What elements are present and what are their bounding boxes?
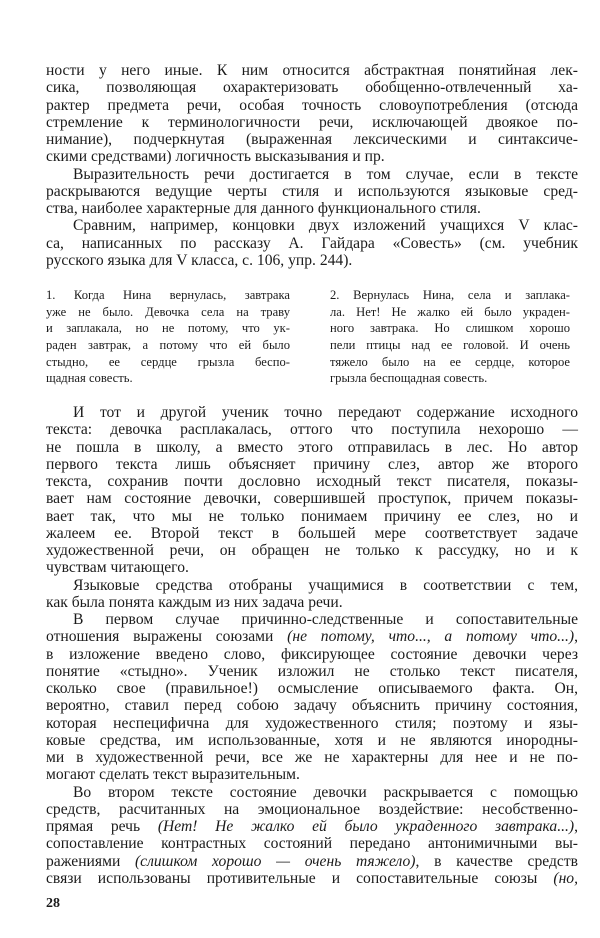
paragraph — [46, 784, 578, 888]
text-line: вает нам состояние девочки, совершившей проступок, причем показы- — [46, 490, 578, 508]
text-block-top — [46, 62, 578, 269]
page-number: 28 — [46, 896, 60, 911]
text-line: раскрываются ведущие черты стиля и используются языковые сред- — [46, 182, 578, 200]
text-line: как была понята каждым из них задача речи. — [46, 593, 343, 611]
text-line: ми в художественной речи, все же не характерны для нее и не по- — [46, 749, 578, 766]
text-segment: связи использованы противительные и сопоставительные союзы — [46, 869, 554, 887]
text-line: средств, расчитанных на эмоциональное воздействие: несобственно- — [46, 800, 578, 818]
text-line: са, написанных по рассказу А. Гайдара «Совесть» (см. учебник — [46, 234, 578, 252]
text-line: и заплакала, но не потому, что ук- — [46, 321, 290, 336]
text-line: Выразительность речи достигается в том случае, если в тексте — [73, 165, 578, 183]
text-line: сика, позволяющая охарактеризовать обобщенно-отвлеченный ха- — [46, 79, 578, 97]
text-line: сколько свое (правильное!) осмысление описываемого факта. Он, — [46, 680, 578, 697]
text-line: стремление к терминологичности речи, исключающей двоякое по- — [46, 113, 578, 131]
text-line — [46, 818, 578, 835]
paragraph — [46, 404, 578, 577]
text-line: пели птицы над ее головой. И очень — [330, 338, 570, 353]
paragraph — [46, 577, 578, 612]
text-line: ства, наиболее характерные для данного функционального стиля. — [46, 200, 481, 217]
paragraph — [46, 287, 290, 387]
text-line — [46, 628, 578, 645]
italic-example: (слишком хорошо — очень тяжело) — [134, 852, 416, 870]
text-line: русского языка для V класса, с. 106, упр. 244). — [46, 251, 353, 269]
text-line: ного завтрака. Но слишком хорошо — [330, 321, 570, 336]
text-line: понятие «стыдно». Ученик изложил не столько текст писателя, — [46, 662, 578, 680]
text-line: щадная совесть. — [46, 371, 133, 386]
text-line: стыдно, ее сердце грызла беспо- — [46, 354, 290, 369]
text-line: тяжело было на ее сердце, которое — [330, 354, 570, 369]
paragraph — [330, 287, 570, 387]
text-line: И тот и другой ученик точно передают содержание исходного — [73, 404, 578, 421]
text-line: могают сделать текст выразительным. — [46, 766, 300, 784]
text-line: которая неспецифична для художественного стиля; поэтому и язы- — [46, 714, 578, 732]
paragraph — [46, 166, 578, 218]
text-block-bottom — [46, 404, 578, 887]
text-line: не пошла в школу, а вместо этого отправилась в лес. Но автор — [46, 438, 578, 456]
text-line: жалеем ее. Второй текст в большей мере соответствует задаче — [46, 524, 578, 542]
text-line: ла. Нет! Не жалко ей было украден- — [330, 304, 570, 319]
text-line: раден завтрак, а потому что ей было — [46, 338, 290, 353]
text-line: сопоставление контрастных состояний передано антонимичными вы- — [46, 835, 578, 853]
paragraph — [46, 62, 578, 166]
text-line — [46, 853, 578, 870]
text-line: ковые средства, им использованные, хотя и не являются инородны- — [46, 731, 578, 749]
text-segment: , — [574, 818, 578, 835]
text-line: чувствам читающего. — [46, 559, 189, 577]
text-line: текста: девочка расплакалась, оттого что поступила нехорошо — — [46, 421, 578, 439]
text-segment: , в качестве средств — [415, 852, 578, 870]
text-segment: ражениями — [46, 852, 135, 870]
italic-example: (Нет! Не жалко ей было украденного завтрака...) — [157, 818, 575, 835]
text-line: Сравним, например, концовки двух изложений учащихся V клас- — [73, 217, 578, 235]
text-segment: прямая речь — [46, 818, 158, 835]
paragraph — [46, 217, 578, 269]
text-line: В первом случае причинно-следственные и сопоставительные — [73, 611, 578, 628]
text-segment: отношения выражены союзами — [46, 628, 288, 646]
text-line — [46, 870, 578, 887]
text-line: грызла беспощадная совесть. — [330, 371, 488, 386]
text-line: вает так, что мы не только понимаем причину ее слез, но и — [46, 507, 578, 525]
text-line: Во втором тексте состояние девочки раскрывается с помощью — [73, 783, 578, 801]
text-line: в изложение введено слово, фиксирующее состояние девочки через — [46, 645, 578, 663]
text-segment: , — [574, 628, 578, 646]
text-line: текста, сохранив почти дословно исходный текст писателя, показы- — [46, 473, 578, 490]
example-column-2 — [330, 287, 570, 387]
italic-example: (не потому, что..., а потому что...) — [287, 628, 575, 646]
paragraph — [46, 611, 578, 784]
text-line: ности у него иные. К ним относится абстрактная понятийная лек- — [46, 62, 578, 79]
italic-example: (но, — [553, 869, 578, 887]
text-line: нимание), подчеркнутая (выраженная лексическими и синтаксиче- — [46, 131, 578, 148]
example-column-1 — [46, 287, 290, 387]
text-line: художественной речи, он обращен не только к рассудку, но и к — [46, 542, 578, 559]
text-line: Языковые средства отобраны учащимися в соответствии с тем, — [73, 576, 578, 594]
text-line: 1. Когда Нина вернулась, завтрака — [46, 288, 290, 302]
text-line: скими средствами) логичность высказывания и пр. — [46, 148, 385, 166]
text-line: первого текста лишь объясняет причину слез, автор же второго — [46, 455, 578, 473]
text-line: уже не было. Девочка села на траву — [46, 304, 290, 319]
text-line: 2. Вернулась Нина, села и заплака- — [330, 288, 570, 302]
text-line: рактер предмета речи, особая точность словоупотребления (отсюда — [46, 96, 578, 114]
text-line: вероятно, ставил перед собою задачу объяснить причину состояния, — [46, 697, 578, 715]
